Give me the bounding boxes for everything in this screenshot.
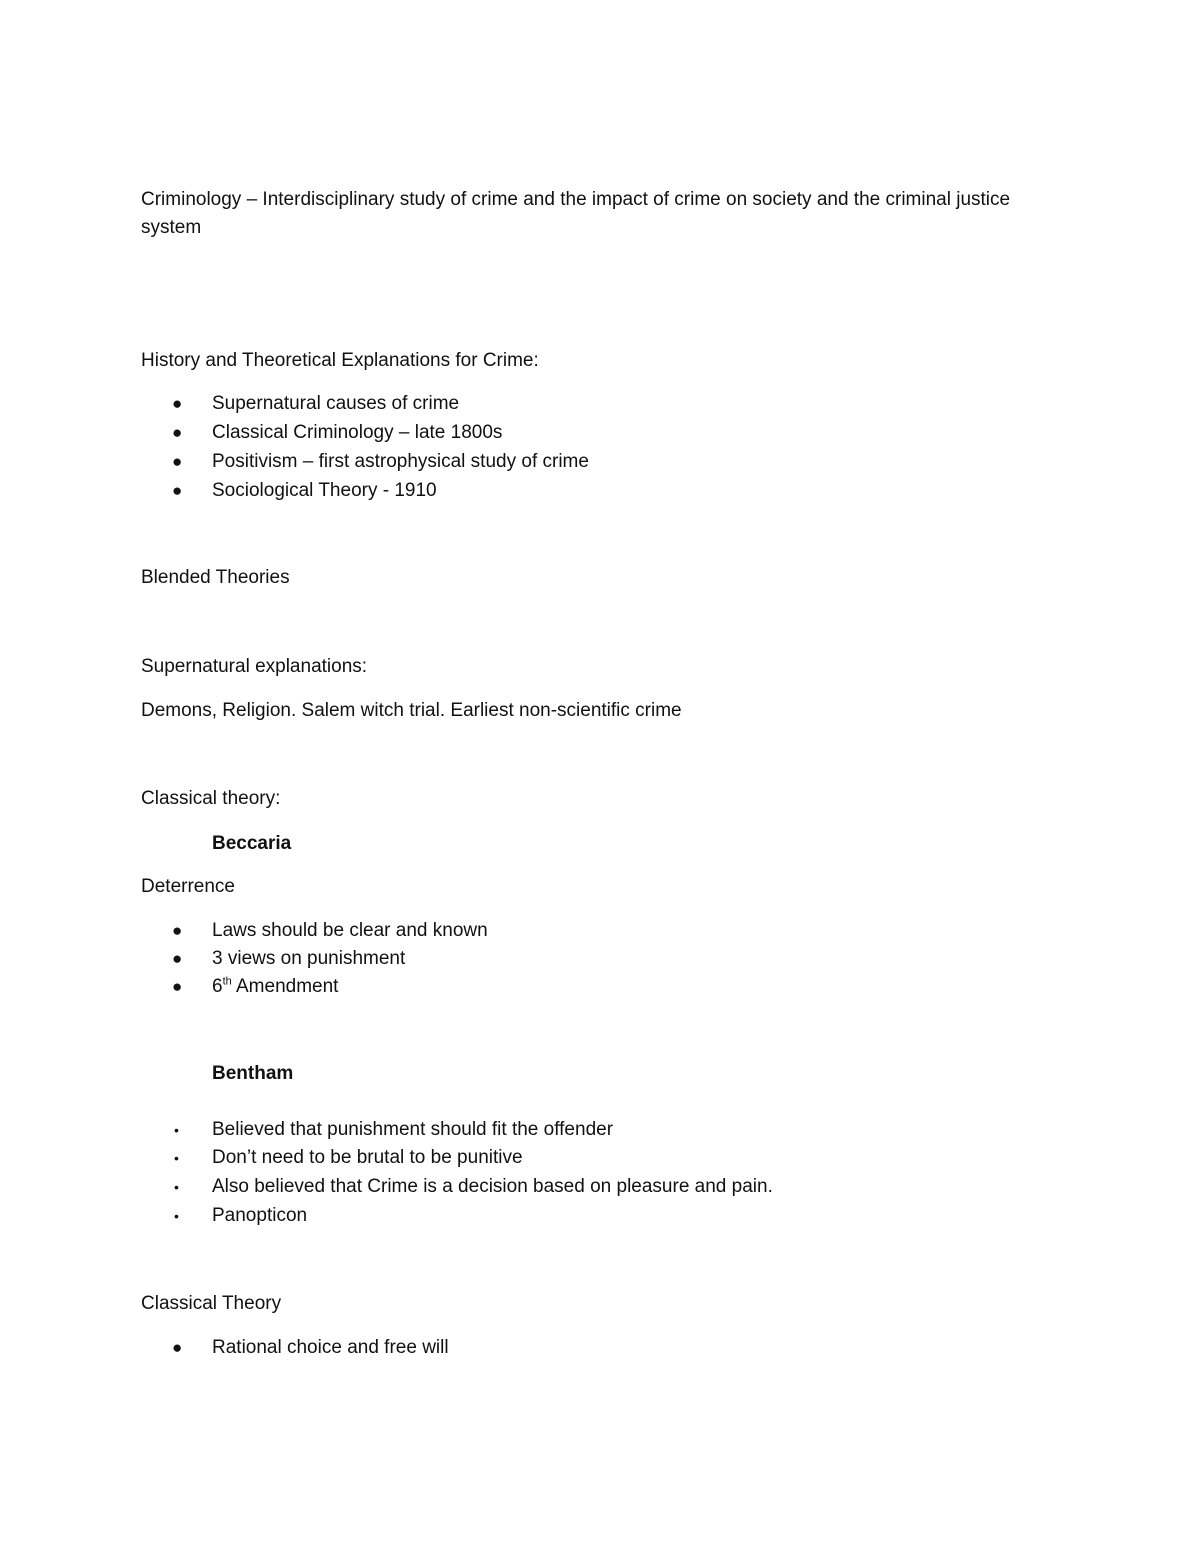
bullet-icon: ● (172, 394, 183, 413)
definition-line-2: system (141, 217, 202, 238)
bullet-icon: ● (172, 921, 183, 940)
bentham-item: Also believed that Crime is a decision based on pleasure and pain. (212, 1176, 773, 1197)
history-heading: History and Theoretical Explanations for Crime: (141, 350, 539, 371)
bullet-icon: ● (172, 949, 183, 968)
bullet-icon: ● (172, 423, 183, 442)
bentham-heading: Bentham (212, 1063, 294, 1084)
classical-heading: Classical theory: (141, 788, 281, 809)
deterrence-item: 3 views on punishment (212, 948, 406, 969)
history-item: Positivism – first astrophysical study of crime (212, 451, 589, 472)
history-item: Sociological Theory - 1910 (212, 480, 437, 501)
deterrence-item-amendment (212, 975, 338, 999)
bullet-icon: ● (172, 1338, 183, 1357)
bentham-item: Panopticon (212, 1205, 308, 1226)
amendment-number: 6 (212, 976, 223, 997)
amendment-label: Amendment (236, 976, 339, 997)
blended-heading: Blended Theories (141, 567, 290, 588)
history-item: Supernatural causes of crime (212, 393, 460, 414)
bullet-icon: ● (172, 452, 183, 471)
beccaria-heading: Beccaria (212, 833, 292, 854)
history-item: Classical Criminology – late 1800s (212, 422, 503, 443)
bullet-icon: ● (172, 977, 183, 996)
bentham-item: Believed that punishment should fit the offender (212, 1119, 614, 1140)
bullet-icon: • (174, 1150, 179, 1166)
deterrence-item: Laws should be clear and known (212, 920, 488, 941)
definition-line-1: Criminology – Interdisciplinary study of crime and the impact of crime on society and the criminal justice (141, 189, 1011, 210)
bentham-item: Don’t need to be brutal to be punitive (212, 1147, 523, 1168)
deterrence-heading: Deterrence (141, 876, 235, 897)
bullet-icon: • (174, 1208, 179, 1224)
classical-theory-item: Rational choice and free will (212, 1337, 449, 1358)
supernatural-heading: Supernatural explanations: (141, 656, 368, 677)
bullet-icon: • (174, 1179, 179, 1195)
amendment-suffix: th (222, 975, 232, 988)
supernatural-text: Demons, Religion. Salem witch trial. Earliest non-scientific crime (141, 700, 682, 721)
bullet-icon: • (174, 1122, 179, 1138)
bullet-icon: ● (172, 481, 183, 500)
classical-theory-heading: Classical Theory (141, 1293, 282, 1314)
